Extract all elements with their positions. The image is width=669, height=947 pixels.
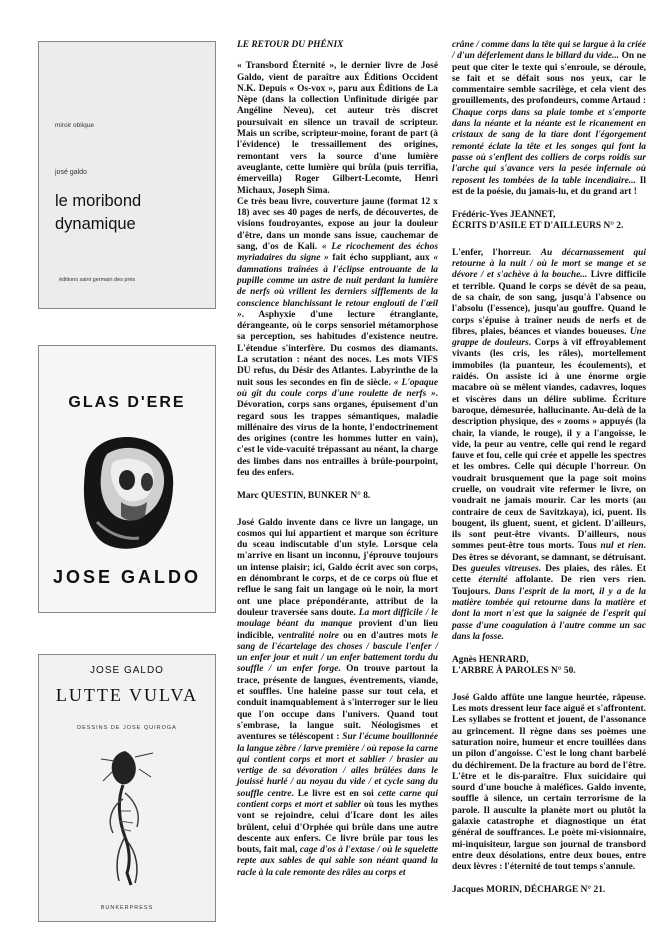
review-quote: « L'opaque où gît du coule corps d'une roulette de nerfs » [237,377,438,399]
review-quote: Une grappe de douleurs [452,326,646,349]
figure-drawing [95,741,161,891]
review-quote: ventralité noire [277,630,339,641]
book-cover-lutte-vulva [38,654,216,922]
review-signature: Jacques MORIN, DÉCHARGE N° 21. [452,885,606,896]
review-quote: gueules vitreuses [470,564,539,575]
review-text: affolante. De rien vers rien. Toujours. [452,575,646,597]
cover-publisher: BUNKERPRESS [100,905,154,911]
review-text: . On trouve partout la trace, présente de langues, éventrements, viande, et souffles. Une haleine passe sur tout cela, et conduit inamquablement à s'interroger sur le lieu que l'on occupe dans l'univers. Quand tout s'embrase, la langue suit. Néologismes et aventures se téléscopent : [237,664,438,743]
cover-author: JOSE GALDO [90,665,164,676]
review-quote: Dans l'esprit de la mort, il y a de la matière tombée qui retourne dans la matière et dont la mort n'est que la saignée de l'esprit qui passe d'une coagulation à l'autre comme un sac dans la fosse. [452,586,646,642]
review-quote: « damnations traînées à l'éclipse entrouante de la pupille comme un astre de nuit perdant la lumière de nerfs où vrillent les derniers sifflements de la conscience blanchissant le retour englouti de l'œil » [237,253,438,320]
review-paragraph [237,518,438,880]
review-quote: cette carne qui contient corps et mort et sablier [237,788,438,810]
cover-title: GLAS D'ERE [68,394,186,411]
book-cover-le-moribond-dynamique [38,41,216,309]
review-text: Il est de la poésie, du jamais-lu, et du grand art ! [452,175,646,197]
cover-title: LUTTE VULVA [55,685,199,705]
review-text: . Dévoration, corps sans organes, épuisement d'un regard sous les trappes sémantiques, maladie millénaire des virus de la honte, l'endoctrinement des origines (contre les hommes lutter en vain), c'est le vide-vacuité trépassant au néant, la charge des limbes dans nos entrailles à brûle-pourpoint, feu des enfers. [237,388,438,478]
review-quote: éternité [478,575,508,586]
cover-title [55,190,141,236]
review-quote: La mort difficile / le moulage béant du manque [237,607,438,630]
article-heading: LE RETOUR DU PHÉNIX [237,40,344,50]
review-quote: Chaque corps dans sa plaie tombe et s'emporte dans la néante et la néante est le ricanement en cristaux de sang de la tiare dont l'égorgement remonté éclate la tête et les songes qui font la passe où s'enflent des colliers de corps roidis sur l'arche qui s'avance vers la pesée infernale où reposent les tombées de la table incendiaire... [452,107,646,186]
cover-title-line: le moribond [55,192,142,210]
review-text: où tous les mythes vont se rejoindre, celui d'Icare dont les ailes brûlent, celui d'Orphée qui brûle dans une autre descente aux enfers. Ce livre brûle par tous les bouts, fait mal, [237,800,438,856]
cover-title-line: dynamique [55,215,136,233]
signature-line: Frédéric-Yves JEANNET, [452,210,556,221]
review-text: . Des êtres se dévorant, se damnant, se détruisant. Des [452,541,646,575]
review-text: L'enfer, l'horreur. [452,247,541,258]
review-quote: nul et rien [600,541,644,552]
review-quote: Au décarnassement qui retourne à la nuit / où le mort se mange et se dévore / et s'achève à la bouche... [452,247,646,281]
review-text: . Des plaies, des râles. Et cette [452,564,646,586]
review-text: . Le livre est en soi [291,788,378,799]
review-text: Livre difficile et terrible. Quand le corps se dévêt de sa peau, de sa chair, de son sang, jusqu'à l'absence ou l'absolu (l'essence), jusqu'au gouffre. Quand le corps s'épuise à traîner neuds de nerfs et de fibres, plaies, béances et viandes boueuses. [452,270,646,337]
review-quote: Sur l'écume bouillonnée la langue zèbre / larve première / où repose la carne qui contient corps et mort et sablier / brasier au vertige de sa dévoration / ailes brûlées dans le jouissé hurlé / au noyau du vide / et cycle sang du souffle centre [237,732,438,799]
cover-author: JOSE GALDO [52,567,202,587]
review-text: ou en d'autres mots [338,630,432,641]
review-text: fait écho suppliant, aux [328,253,434,264]
review-paragraph: José Galdo affûte une langue heurtée, râpeuse. Les mots dressent leur face aiguë et s'affrontent. Les syllabes se frottent et jouent, de l'assonance au grincement. Il règne dans ses poèmes une saturation noire, humeur et encre touillées dans un pilon d'angoisse. C'est le long chant barbelé du déchirement. De la fracture au bord de l'être. L'être et le dis-paraître. Flux suicidaire qui sourd d'une bouche à maléfices. Galdo invente, souffle à silence, un certain terrorisme de la parole. Il ausculte la planète mort ou plutôt la galaxie catastrophe et diagnostique un état général de souffrances. Le poète mi-visionnaire, mi-inquisiteur, largue son journal de transbord entre deux désolations, entre deux boues, entre deux lèvres : l'éternité de tout temps s'annule. [452,692,646,873]
signature-line: ÉCRITS D'ASILE ET D'AILLEURS N° 2. [452,221,624,232]
cover-illustration-credit: DESSINS DE JOSE QUIROGA [77,725,177,731]
review-paragraph [452,248,646,643]
cover-publisher: éditions saint germain des prés [59,277,136,283]
review-text: . Asphyxie d'une lecture étranglante, dérangeante, où le corps sensoriel métamorphose sa perception, ses habitudes d'existence neutre. L'étendue s'interfère. Du cosmos des diamants. La scrutation : néant des noces. Les mots VIFS DU refus, du Désir des Atlantes. Labyrinthe de la nuit sous les secondes en fin de siècle. [237,309,438,388]
signature-line: L'ARBRE À PAROLES N° 50. [452,666,576,677]
review-paragraph [237,197,438,479]
review-quote: « Le ricochement des échos myriadaires du signe » [237,242,438,264]
review-paragraph [452,40,646,198]
review-quote: le sang de l'écartelage des choses / bascule l'enfer / un enfer jour et nuit / un enfer battement tordu du souffle / un enfer forge [237,630,438,675]
review-paragraph [237,61,438,197]
review-column-middle [237,40,438,879]
review-text: provient d'un lieu indicible, [237,619,438,641]
book-cover-glas-dere [38,345,216,613]
skull-illustration [77,432,179,552]
review-signature: Marc QUESTIN, BUNKER N° 8. [237,491,371,502]
review-text: Ce très beau livre, couverture jaune (format 12 x 18) avec ses 40 pages de nerfs, de découvertes, de visions foudroyantes, expose au jour la douleur d'être, dans un monde sans issue, cauchemar de sang, d'os de Kali. [237,196,438,253]
review-quote: cage d'os à l'extase / où le squelette repte aux sables de qui sable son néant quand la racle à la cale remonte des râles au corps et [237,845,438,878]
cover-series-name: miroir oblique [55,122,95,129]
review-quote: crâne / comme dans la tête qui se largue à la criée / d'un déferlement dans le billard du vide... [452,40,646,62]
review-text: « Transbord Éternité », le dernier livre de José Galdo, vient de paraître aux Éditions Occident N.K. Depuis « Os-vox », paru aux Éditions de La Nèpe (dans la collection Unfinitude dirigée par Angéline Neveu), cet auteur très discret poursuivait en silence un travail de scripteur. Mais un scribe, scripteur-moine, forant de part (à l'évidence) le tressaillement des origines, remontant vers la source d'une lumière aveuglante, cette lumière qui brûla (puis terrifia, émerveilla) Roger Gilbert-Lecomte, Henri Michaux, Joseph Sima. [237,61,438,196]
review-signature [452,655,646,678]
review-text: José Galdo invente dans ce livre un langage, un cosmos qui lui appartient et marque son écriture du sceau indiscutable d'un style. Lorsque cela m'arrive en lisant un inconnu, j'éprouve toujours un intense plaisir; ici, Galdo écrit avec son corps, en dénombrant le corps, et de ce corps où flue et reflue le sang fait un langage où le noir, la mort ont une place prépondérante, attribut de la douleur traversée sans doute. [237,517,438,618]
signature-line: Agnès HENRARD, [452,655,529,666]
review-text: On ne peut que citer le texte qui s'enroule, se déroule, se fait et se défait sous nos yeux, car le commentaire semble sacrilège, et cela vient des grouillements, des profondeurs, comme Artaud : [452,51,646,107]
cover-author: josé galdo [55,169,87,176]
review-signature [452,210,646,233]
review-text: . Corps à vif effroyablement vivants (les cris, les râles), mortellement immobiles (la puanteur, les écoulements), et raidés. On assiste ici à une énorme orgie macabre où se mêlent viandes, cadavres, loques et viscères dans un délire sublime. Écriture baroque, démesurée, hallucinante. Au-delà de la description physique, des « zooms » appuyés (la chair, la viande, le rouge), il y a l'angoisse, le vide, la peur au ventre, celle qui rend le regard fauve et fou, celle qui crée et appelle les spectres et les ombres. Celle qui décuple l'horreur. On voudrait brusquement que la page soit moins cruelle, on voudrait vite refermer le livre, on voudrait ne jamais mourir. Car les morts (au contraire de ceux de Savitzkaya), ici, puent. Ils bougent, ils gluent, suent, et giclent. D'ailleurs, ils sont peut-être vivants. D'ailleurs, nous sommes peut-être tous morts. Tous [452,338,646,552]
review-column-right [452,40,646,897]
